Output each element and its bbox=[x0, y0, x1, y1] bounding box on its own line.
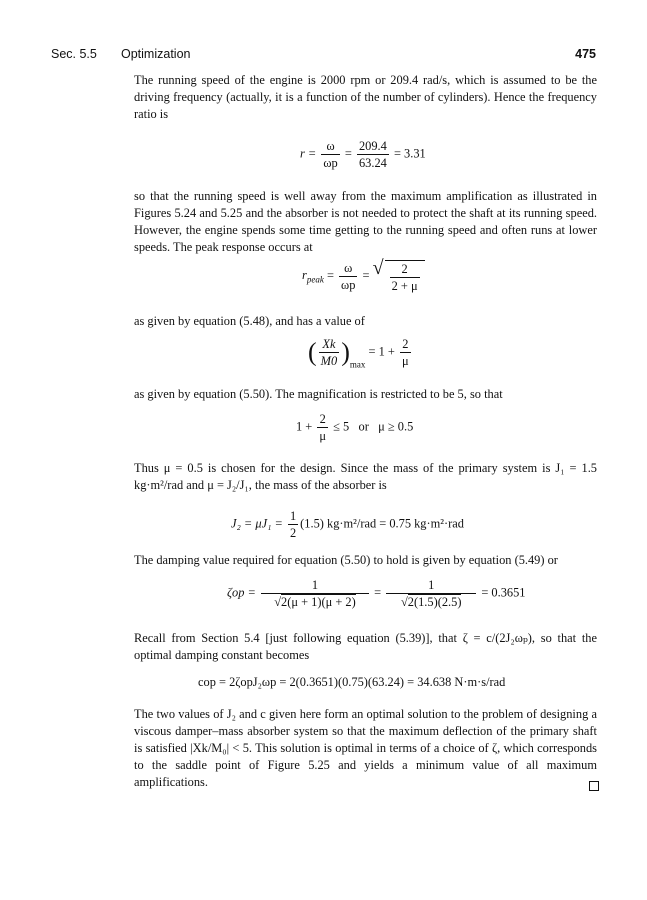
paragraph-value-of: as given by equation (5.48), and has a value of bbox=[134, 314, 365, 328]
eq1-fraction-omega: $\frac{\omega}{\omega p}$ bbox=[323, 139, 338, 170]
section-title: Optimization bbox=[121, 47, 191, 61]
paragraph-recall-section: Recall from Section 5.4 [just following equation (5.39)], that ζ = c/(2J₂ωₚ), so that the optimal damping constant becomes bbox=[134, 631, 597, 662]
eq1-result: = 3.31 bbox=[393, 146, 426, 161]
page-number: 475 bbox=[575, 47, 596, 61]
radical-sign: √ bbox=[400, 595, 408, 609]
equation-optimal-damping-ratio: ζop = $\frac{1}{√2(\mu + 1)(\mu + 2)}$ = $\frac{1}{√2(1.5)(2.5)}$ = 0.3651 bbox=[227, 578, 526, 609]
paragraph-design-choice: Thus μ = 0.5 is chosen for the design. Since the mass of the primary system is J₁ = 1.5 kg·m²/rad and μ = J₂/J₁, the mass of the absorber is bbox=[134, 461, 597, 492]
equation-peak-ratio: $r_{peak}$ = $\frac{\omega}{\omega p}$ = √ $\frac{2}{2 + \mu}$ bbox=[302, 260, 425, 293]
equation-absorber-mass: J₂ = μJ₁ = $\frac{1}{2}$ (1.5) kg·m²/rad = 0.75 kg·m²·rad bbox=[231, 509, 464, 540]
eq3-fraction-mu: $\frac{2}{\mu}$ bbox=[401, 337, 409, 368]
eq2-fraction-omega: $\frac{\omega}{\omega p}$ bbox=[341, 261, 356, 292]
radical-sign: √ bbox=[372, 257, 384, 279]
eq6-fraction-symbolic: $\frac{1}{√2(\mu + 1)(\mu + 2)}$ bbox=[261, 578, 369, 609]
paragraph-conclusion: The two values of J₂ and c given here form an optimal solution to the problem of designing a viscous damper–mass absorber system so that the maximum deflection of the primary shaft is satisfied |Xk/M₀| < 5. This solution is optimal in terms of a choice of ζ, which corresponds to the saddle point of Figure 5.25 and yields a minimum value of all maximum amplifications. bbox=[134, 707, 597, 789]
eq4-fraction-mu: $\frac{2}{\mu}$ bbox=[319, 412, 327, 443]
eq1-fraction-values: $\frac{209.4}{63.24}$ bbox=[358, 139, 387, 170]
equation-magnification-limit: 1 + $\frac{2}{\mu}$ ≤ 5 or μ ≥ 0.5 bbox=[296, 412, 414, 443]
end-of-example-square bbox=[589, 781, 599, 791]
paragraph-magnification: as given by equation (5.50). The magnification is restricted to be 5, so that bbox=[134, 387, 503, 401]
eq6-fraction-numeric: $\frac{1}{√2(1.5)(2.5)}$ bbox=[386, 578, 476, 609]
eq5-fraction-half: $\frac{1}{2}$ bbox=[289, 509, 297, 540]
eq1-lhs: r = bbox=[300, 146, 317, 161]
equation-optimal-damping-constant: cop = 2ζopJ₂ωp = 2(0.3651)(0.75)(63.24) = 34.638 N·m·s/rad bbox=[198, 675, 506, 689]
equation-frequency-ratio: r = $\frac{\omega}{\omega p}$ = $\frac{209.4}{63.24}$ = 3.31 bbox=[300, 139, 426, 170]
paragraph-running-speed: The running speed of the engine is 2000 rpm or 209.4 rad/s, which is assumed to be the driving frequency (actually, it is a function of the number of cylinders). Hence the frequency ratio is bbox=[134, 73, 597, 121]
paragraph-peak-response: so that the running speed is well away from the maximum amplification as illustrated in Figures 5.24 and 5.25 and the absorber is not needed to protect the shaft at its running speed. However, the engine spends some time getting to the running speed and often runs at lower speeds. The peak response occurs at bbox=[134, 189, 597, 254]
eq3-fraction-xk: $\frac{Xk}{M0}$ bbox=[320, 337, 338, 368]
paragraph-damping-value: The damping value required for equation (5.50) to hold is given by equation (5.49) or bbox=[134, 553, 558, 567]
radical-sign: √ bbox=[274, 595, 282, 609]
equation-max-amplification: ( $\frac{Xk}{M0}$ )$_{max} = 1$ + $\frac{2}{\mu}$ bbox=[308, 337, 409, 370]
section-label: Sec. 5.5 bbox=[51, 47, 97, 61]
eq2-sqrt: √ $\frac{2}{2 + \mu}$ bbox=[373, 260, 425, 293]
